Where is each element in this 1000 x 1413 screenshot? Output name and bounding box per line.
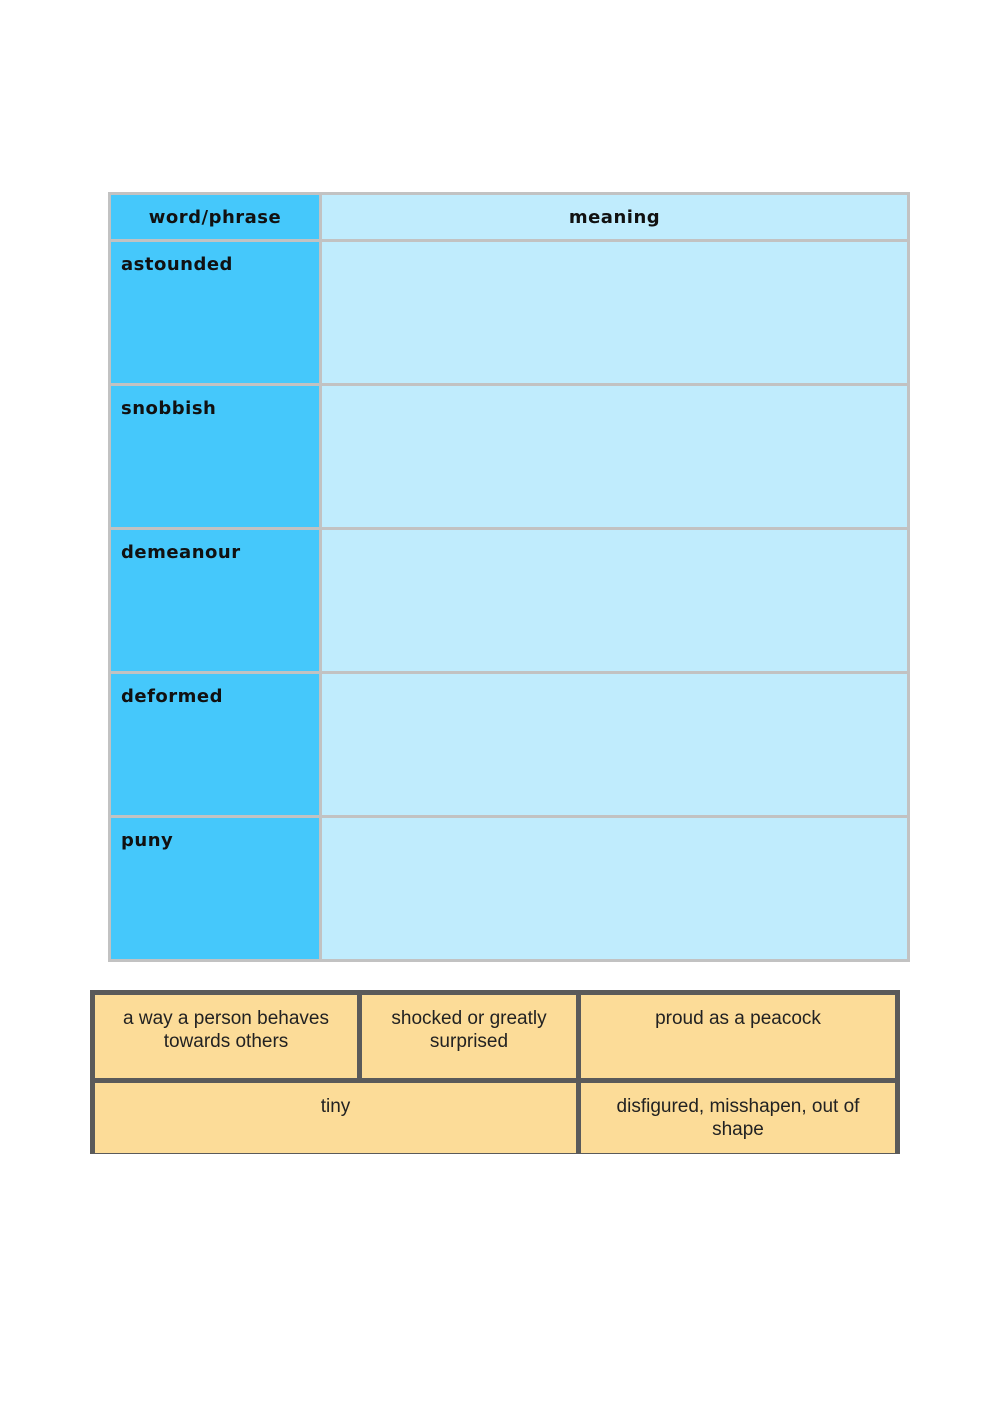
choice-card-surprised[interactable]: shocked or greatly surprised — [362, 995, 576, 1078]
word-label: deformed — [121, 686, 224, 707]
meaning-drop-zone-demeanour[interactable] — [322, 530, 907, 671]
word-cell-deformed — [111, 674, 319, 815]
header-meaning — [322, 195, 907, 239]
answer-choices — [90, 990, 900, 1154]
word-label: demeanour — [121, 542, 241, 563]
header-meaning-label: meaning — [568, 206, 661, 228]
word-label: puny — [121, 830, 174, 851]
word-label: snobbish — [121, 398, 217, 419]
choice-card-behaviour[interactable]: a way a person behaves towards others — [95, 995, 357, 1078]
vocabulary-table — [108, 192, 910, 962]
meaning-drop-zone-puny[interactable] — [322, 818, 907, 959]
meaning-drop-zone-deformed[interactable] — [322, 674, 907, 815]
meaning-drop-zone-snobbish[interactable] — [322, 386, 907, 527]
word-cell-demeanour — [111, 530, 319, 671]
word-cell-snobbish — [111, 386, 319, 527]
choice-card-disfigured[interactable]: disfigured, misshapen, out of shape — [581, 1083, 895, 1153]
word-cell-puny — [111, 818, 319, 959]
word-cell-astounded — [111, 242, 319, 383]
choice-card-tiny[interactable]: tiny — [95, 1083, 576, 1153]
header-word-phrase-label: word/phrase — [148, 206, 282, 228]
word-label: astounded — [121, 254, 233, 275]
header-word-phrase — [111, 195, 319, 239]
meaning-drop-zone-astounded[interactable] — [322, 242, 907, 383]
choice-card-proud[interactable]: proud as a peacock — [581, 995, 895, 1078]
